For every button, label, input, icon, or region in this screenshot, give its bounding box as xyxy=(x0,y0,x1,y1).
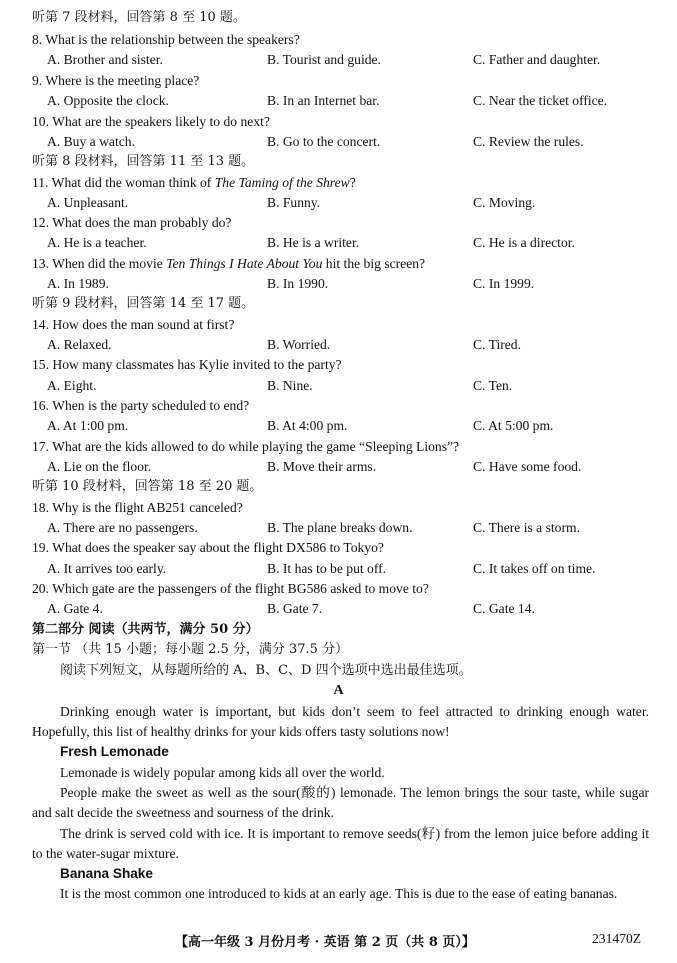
option-b: B. Nine. xyxy=(267,378,313,393)
part-heading: 第二部分 阅读（共两节，满分 50 分） xyxy=(32,622,259,637)
page-footer xyxy=(0,931,677,953)
option-b: B. Funny. xyxy=(267,195,321,210)
question-20 xyxy=(0,579,677,599)
option-a: A. Buy a watch. xyxy=(47,134,135,149)
option-b: B. In an Internet bar. xyxy=(267,93,380,108)
section-header-7: 听第 7 段材料，回答第 8 至 10 题。 xyxy=(32,10,246,25)
option-a: A. Gate 4. xyxy=(47,601,103,616)
option-c: C. Moving. xyxy=(473,195,536,210)
question-text: 8. What is the relationship between the speakers? xyxy=(32,32,300,47)
option-b: B. Go to the concert. xyxy=(267,134,381,149)
option-c: C. It takes off on time. xyxy=(473,561,596,576)
question-12 xyxy=(0,213,677,233)
question-text: 10. What are the speakers likely to do next? xyxy=(32,114,270,129)
lemonade-paragraph-1: Lemonade is widely popular among kids all over the world. xyxy=(60,765,385,780)
question-8 xyxy=(0,30,677,50)
reading-instruction: 阅读下列短文，从每题所给的 A、B、C、D 四个选项中选出最佳选项。 xyxy=(60,663,472,678)
option-b: B. Gate 7. xyxy=(267,601,323,616)
option-b: B. The plane breaks down. xyxy=(267,520,413,535)
section-header-9: 听第 9 段材料，回答第 14 至 17 题。 xyxy=(32,296,255,311)
option-a: A. Relaxed. xyxy=(47,337,112,352)
option-c: C. Review the rules. xyxy=(473,134,584,149)
question-11 xyxy=(0,173,677,193)
section-1-heading: 第一节 （共 15 小题；每小题 2.5 分，满分 37.5 分） xyxy=(32,642,349,657)
question-text: 11. What did the woman think of The Taming of the Shrew? xyxy=(32,175,356,190)
option-c: C. Ten. xyxy=(473,378,513,393)
question-text: 13. When did the movie Ten Things I Hate About You hit the big screen? xyxy=(32,256,426,271)
option-a: A. He is a teacher. xyxy=(47,235,147,250)
option-a: A. At 1:00 pm. xyxy=(47,418,129,433)
option-a: A. Brother and sister. xyxy=(47,52,163,67)
question-text: 15. How many classmates has Kylie invited to the party? xyxy=(32,357,342,372)
question-text: 18. Why is the flight AB251 canceled? xyxy=(32,500,243,515)
option-b: B. Tourist and guide. xyxy=(267,52,381,67)
question-text: 19. What does the speaker say about the flight DX586 to Tokyo? xyxy=(32,540,384,555)
option-a: A. Opposite the clock. xyxy=(47,93,169,108)
option-b: B. In 1990. xyxy=(267,276,329,291)
question-10 xyxy=(0,112,677,132)
question-text: 16. When is the party scheduled to end? xyxy=(32,398,250,413)
footer-title: 【高一年级 3 月份月考 · 英语 第 2 页（共 8 页）】 xyxy=(175,935,475,950)
option-c: C. Have some food. xyxy=(473,459,582,474)
section-header-10: 听第 10 段材料，回答第 18 至 20 题。 xyxy=(32,479,263,494)
question-text: 17. What are the kids allowed to do while playing the game “Sleeping Lions”? xyxy=(32,439,460,454)
question-9 xyxy=(0,71,677,91)
option-c: C. He is a director. xyxy=(473,235,575,250)
question-16 xyxy=(0,396,677,416)
option-c: C. In 1999. xyxy=(473,276,535,291)
option-a: A. In 1989. xyxy=(47,276,109,291)
option-c: C. Near the ticket office. xyxy=(473,93,608,108)
option-b: B. Worried. xyxy=(267,337,331,352)
question-18 xyxy=(0,498,677,518)
option-a: A. Unpleasant. xyxy=(47,195,129,210)
question-text: 12. What does the man probably do? xyxy=(32,215,232,230)
option-c: C. At 5:00 pm. xyxy=(473,418,554,433)
option-b: B. It has to be put off. xyxy=(267,561,387,576)
question-text: 20. Which gate are the passengers of the flight BG586 asked to move to? xyxy=(32,581,429,596)
question-text: 9. Where is the meeting place? xyxy=(32,73,200,88)
option-b: B. Move their arms. xyxy=(267,459,377,474)
section-header-8: 听第 8 段材料，回答第 11 至 13 题。 xyxy=(32,154,255,169)
option-a: A. Eight. xyxy=(47,378,97,393)
lemonade-paragraph-3: The drink is served cold with ice. It is important to remove seeds(籽) from the lemon juice before adding it to the water-sugar mixture. xyxy=(32,826,649,862)
banana-title: Banana Shake xyxy=(60,866,153,881)
question-text: 14. How does the man sound at first? xyxy=(32,317,235,332)
lemonade-title: Fresh Lemonade xyxy=(60,744,169,759)
question-15 xyxy=(0,355,677,375)
option-a: A. There are no passengers. xyxy=(47,520,198,535)
option-c: C. There is a storm. xyxy=(473,520,580,535)
option-c: C. Tired. xyxy=(473,337,521,352)
passage-letter: A xyxy=(333,683,344,698)
option-c: C. Gate 14. xyxy=(473,601,535,616)
question-14 xyxy=(0,315,677,335)
lemonade-paragraph-2: People make the sweet as well as the sour(酸的) lemonade. The lemon brings the sour taste, while sugar and salt decide the sweetness and sourness of the drink. xyxy=(32,785,649,821)
option-b: B. At 4:00 pm. xyxy=(267,418,348,433)
banana-paragraph-1: It is the most common one introduced to kids at an early age. This is due to the ease of eating bananas. xyxy=(60,886,618,901)
passage-intro: Drinking enough water is important, but kids don’t seem to feel attracted to drinking enough water. Hopefully, this list of healthy drinks for your kids offers tasty solutions now! xyxy=(32,704,649,740)
option-a: A. Lie on the floor. xyxy=(47,459,152,474)
option-b: B. He is a writer. xyxy=(267,235,360,250)
question-17 xyxy=(0,437,677,457)
question-13 xyxy=(0,254,677,274)
question-19 xyxy=(0,538,677,558)
option-a: A. It arrives too early. xyxy=(47,561,167,576)
option-c: C. Father and daughter. xyxy=(473,52,601,67)
exam-code: 231470Z xyxy=(592,931,642,946)
